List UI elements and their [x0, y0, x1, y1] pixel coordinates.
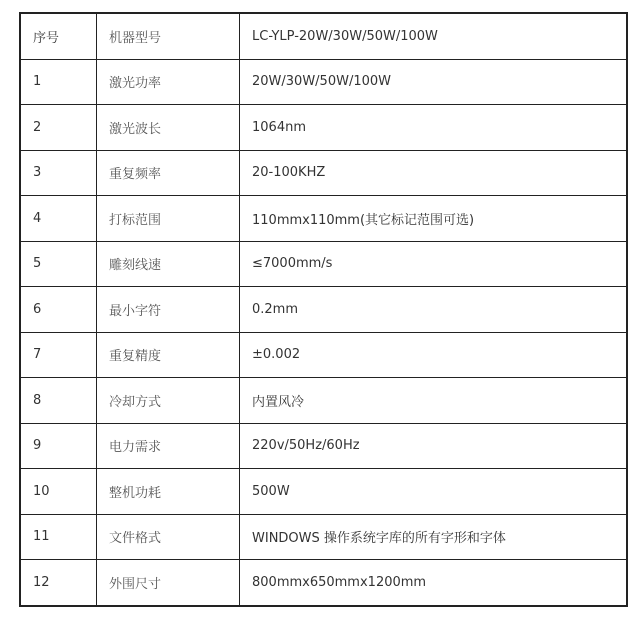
- table-header-row: [20, 13, 627, 59]
- row-value: 220v/50Hz/60Hz: [240, 423, 628, 469]
- row-name: 电力需求: [97, 423, 240, 469]
- table-row: [20, 514, 627, 560]
- row-name: 文件格式: [97, 514, 240, 560]
- row-value: 1064nm: [240, 105, 628, 151]
- row-name: 整机功耗: [97, 469, 240, 515]
- row-no: 10: [20, 469, 97, 515]
- row-value: 800mmx650mmx1200mm: [240, 560, 628, 606]
- row-name: 重复精度: [97, 332, 240, 378]
- row-no: 6: [20, 287, 97, 333]
- row-no: 1: [20, 59, 97, 105]
- row-value: 内置风冷: [240, 378, 628, 424]
- row-name: 激光功率: [97, 59, 240, 105]
- row-no: 2: [20, 105, 97, 151]
- header-name: 机器型号: [97, 13, 240, 59]
- row-value: ≤7000mm/s: [240, 241, 628, 287]
- table-row: [20, 150, 627, 196]
- table-row: [20, 378, 627, 424]
- row-no: 5: [20, 241, 97, 287]
- row-value: ±0.002: [240, 332, 628, 378]
- header-value: LC-YLP-20W/30W/50W/100W: [240, 13, 628, 59]
- row-no: 3: [20, 150, 97, 196]
- row-no: 7: [20, 332, 97, 378]
- row-value: 0.2mm: [240, 287, 628, 333]
- row-name: 冷却方式: [97, 378, 240, 424]
- row-no: 4: [20, 196, 97, 242]
- row-name: 重复频率: [97, 150, 240, 196]
- row-no: 8: [20, 378, 97, 424]
- row-value: 20-100KHZ: [240, 150, 628, 196]
- table-row: [20, 560, 627, 606]
- spec-table: [19, 12, 628, 607]
- table-row: [20, 423, 627, 469]
- table-row: [20, 469, 627, 515]
- row-no: 11: [20, 514, 97, 560]
- table-row: [20, 105, 627, 151]
- row-name: 激光波长: [97, 105, 240, 151]
- row-value: 500W: [240, 469, 628, 515]
- row-name: 打标范围: [97, 196, 240, 242]
- table-row: [20, 287, 627, 333]
- table-row: [20, 196, 627, 242]
- row-name: 雕刻线速: [97, 241, 240, 287]
- row-value: 20W/30W/50W/100W: [240, 59, 628, 105]
- table-row: [20, 332, 627, 378]
- row-value: WINDOWS 操作系统字库的所有字形和字体: [240, 514, 628, 560]
- row-no: 12: [20, 560, 97, 606]
- row-value: 110mmx110mm(其它标记范围可选): [240, 196, 628, 242]
- table-row: [20, 59, 627, 105]
- row-name: 最小字符: [97, 287, 240, 333]
- row-name: 外围尺寸: [97, 560, 240, 606]
- header-no: 序号: [20, 13, 97, 59]
- row-no: 9: [20, 423, 97, 469]
- table-row: [20, 241, 627, 287]
